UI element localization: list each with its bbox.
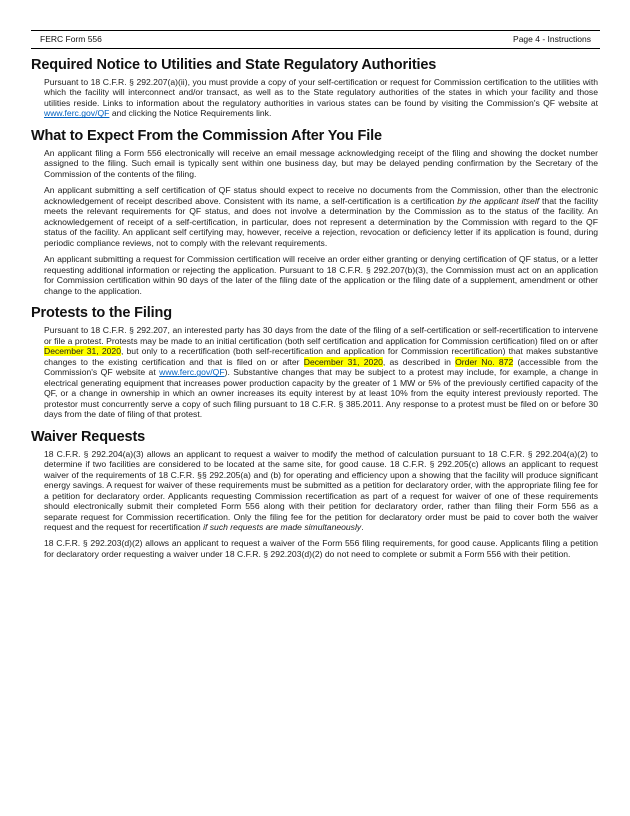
header-page-number: Page 4 - Instructions bbox=[513, 34, 591, 44]
what-to-expect-paragraph-1 bbox=[44, 148, 598, 179]
waiver-requests-paragraph-1 bbox=[44, 449, 598, 533]
section-heading-what-to-expect: What to Expect From the Commission After You File bbox=[31, 127, 382, 144]
text-segment: that the facility meets the relevant requirements for QF status, and does not involve a determination by the Commission as to the status of the facility. An acknowledgement of receipt of a self-certification, in particular, does not represent a determination by the Commission with regard to the QF status of the facility. An applicant self certifying may, however, receive a rejection, revocation or deficiency letter if its application is found, during periodic compliance reviews, not to comply with the relevant requirements. bbox=[44, 195, 599, 248]
ferc-qf-website-link[interactable]: www.ferc.gov/QF bbox=[44, 108, 110, 119]
text-segment: An applicant submitting a self certification of QF status should expect to receive no documents from the Commission, other than the electronic acknowledgement of receipt described above. Consistent with its name, a self-certification is a certification bbox=[44, 185, 598, 206]
text-segment: . bbox=[361, 521, 364, 532]
text-segment: ). Substantive changes that may be subject to a protest may include, for example, a change in electrical generating equipment that increases power production capacity by the greater of 1 MW or 5% of the previously certified capacity of the QF, or a change in ownership in which an owner increases its equity interest by at least 10% from the equity interest previously reported. The protestor must concurrently serve a copy of such filing pursuant to 18 C.F.R. § 385.2011. Any response to a protest must be filed on or before 30 days from the date of filing of that protest. bbox=[44, 367, 598, 420]
text-segment: An applicant filing a Form 556 electronically will receive an email message acknowledging receipt of the filing and showing the docket number assigned to the filing. Such email is typically sent within one business day, but may be delayed pending confirmation by the Secretary of the Commission of the contents of the filing. bbox=[44, 147, 598, 179]
section-heading-waiver-requests: Waiver Requests bbox=[31, 428, 146, 445]
what-to-expect-paragraph-2 bbox=[44, 185, 598, 248]
text-segment: Pursuant to 18 C.F.R. § 292.207(a)(ii), you must provide a copy of your self-certification or request for Commission certification to the utilities with which the facility will interconnect and/or transact, as well as to the State regulatory authorities of the states in which your facility and those utilities reside. Links to information about the regulatory authorities in various states can be found by visiting the Commission's QF website at bbox=[44, 77, 598, 108]
text-segment: Pursuant to 18 C.F.R. § 292.207, an interested party has 30 days from the date of the filing of a self-certification or self-recertification to intervene or file a protest. Protests may be made to an initial certification (both self certification and application for Commission certification) filed on or after bbox=[44, 325, 598, 346]
text-segment: 18 C.F.R. § 292.204(a)(3) allows an applicant to request a waiver to modify the method of calculation pursuant to 18 C.F.R. § 292.204(a)(2) to determine if two facilities are considered to be located at the same site, for good cause. 18 C.F.R. § 292.205(c) allows an applicant to request waiver of the requirements of 18 C.F.R. §§ 292.205(a) and (b) for operating and efficiency upon a showing that the facility will produce significant energy savings. A request for waiver of these requirements must be submitted as a petition for declaratory order, with the appropriate filing fee for a petition for declaratory order. Applicants requesting Commission recertification as part of a request for waiver of one of these requirements should electronically submit their completed Form 556 along with their petition for declaratory order, rather than filing their Form 556 as a separate request for Commission recertification. Only the filing fee for the petition for declaratory order must be paid to cover both the waiver request and the request for recertification bbox=[44, 448, 598, 532]
section-heading-protests: Protests to the Filing bbox=[31, 305, 172, 322]
protests-paragraph bbox=[44, 325, 598, 419]
page-header bbox=[31, 30, 600, 49]
waiver-requests-paragraph-2 bbox=[44, 538, 598, 559]
section-heading-required-notice: Required Notice to Utilities and State Regulatory Authorities bbox=[31, 57, 437, 73]
text-segment: by the applicant itself bbox=[457, 195, 540, 206]
highlighted-text: December 31, 2020 bbox=[303, 356, 383, 367]
text-segment: and clicking the Notice Requirements link. bbox=[109, 108, 272, 119]
text-segment: 18 C.F.R. § 292.203(d)(2) allows an applicant to request a waiver of the Form 556 filing requirements, for good cause. Applicants filing a petition for declaratory order requesting a waiver under 18 C.F.R. § 292.203(d)(2) do not need to complete or submit a Form 556 with their petition. bbox=[44, 538, 598, 559]
what-to-expect-paragraph-3 bbox=[44, 254, 598, 296]
highlighted-text: December 31, 2020 bbox=[44, 346, 121, 357]
highlighted-text: Order No. 872 bbox=[455, 356, 514, 367]
text-segment: An applicant submitting a request for Commission certification will receive an order either granting or denying certification of QF status, or a letter requesting additional information or rejecting the application. Pursuant to 18 C.F.R. § 292.207(b)(3), the Commission must act on an application for Commission certification within 90 days of the later of the filing date of the application or the filing date of a supplement, amendment or other change to the application. bbox=[44, 254, 598, 296]
required-notice-paragraph bbox=[44, 77, 598, 119]
ferc-qf-website-link[interactable]: www.ferc.gov/QF bbox=[159, 367, 225, 378]
header-form-title: FERC Form 556 bbox=[40, 34, 102, 44]
text-segment: if such requests are made simultaneously bbox=[203, 521, 362, 532]
text-segment: (accessible from the Commission's QF website at bbox=[44, 356, 598, 378]
text-segment: , but only to a recertification (both self-recertification and application for Commission recertification) that makes substantive changes to the existing certification and that is filed on or after bbox=[44, 346, 598, 367]
text-segment: , as described in bbox=[382, 356, 456, 367]
